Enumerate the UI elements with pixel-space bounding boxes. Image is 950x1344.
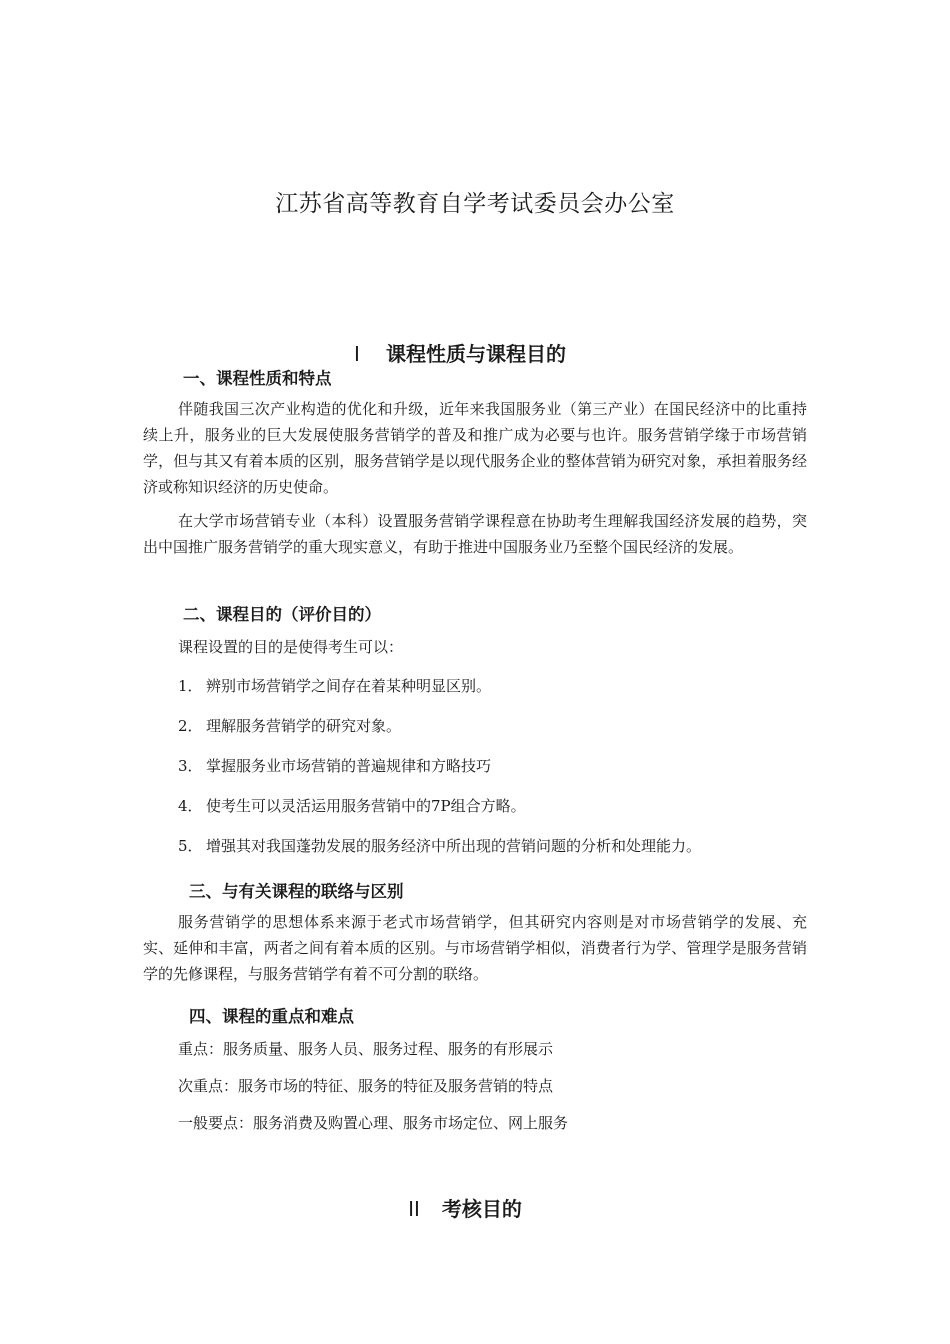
- section-four-heading: 四、课程的重点和难点: [189, 1007, 354, 1026]
- objective-item-2: [178, 716, 401, 736]
- part-one-numeral: I: [354, 342, 360, 366]
- section-two-heading: 二、课程目的（评价目的）: [183, 605, 381, 624]
- objective-text: 掌握服务业市场营销的普遍规律和方略技巧: [206, 757, 492, 775]
- section-three-paragraph: 服务营销学的思想体系来源于老式市场营销学，但其研究内容则是对市场营销学的发展、充实、延伸和丰富，两者之间有着本质的区别。与市场营销学相似，消费者行为学、管理学是服务营销学的先修课程，与服务营销学有着不可分割的联络。: [143, 913, 807, 983]
- key-points-line: 重点：服务质量、服务人员、服务过程、服务的有形展示: [178, 1040, 554, 1058]
- objective-number: 1．: [178, 677, 203, 695]
- objective-text: 理解服务营销学的研究对象。: [206, 717, 402, 735]
- objective-item-1: [178, 676, 491, 696]
- section-one-paragraph-1: 伴随我国三次产业构造的优化和升级，近年来我国服务业（第三产业）在国民经济中的比重持续上升，服务业的巨大发展使服务营销学的普及和推广成为必要与也许。服务营销学缘于市场营销学，但与其又有着本质的区别，服务营销学是以现代服务企业的整体营销为研究对象，承担着服务经济或称知识经济的历史使命。: [143, 400, 807, 496]
- objective-text: 辨别市场营销学之间存在着某种明显区别。: [206, 677, 492, 695]
- part-two-heading: [0, 1193, 950, 1222]
- part-one-heading: [0, 338, 950, 367]
- general-points-line: 一般要点：服务消费及购置心理、服务市场定位、网上服务: [178, 1114, 569, 1132]
- part-one-title: 课程性质与课程目的: [385, 342, 566, 366]
- part-two-numeral: II: [408, 1197, 420, 1221]
- objective-number: 5．: [178, 837, 203, 855]
- part-two-title: 考核目的: [441, 1197, 522, 1221]
- objective-number: 2．: [178, 717, 203, 735]
- objective-item-3: [178, 756, 491, 776]
- objective-item-4: [178, 796, 526, 816]
- section-two-intro: 课程设置的目的是使得考生可以：: [178, 638, 404, 656]
- section-one-paragraph-2: 在大学市场营销专业（本科）设置服务营销学课程意在协助考生理解我国经济发展的趋势，突出中国推广服务营销学的重大现实意义，有助于推进中国服务业乃至整个国民经济的发展。: [143, 512, 807, 556]
- objective-text: 增强其对我国蓬勃发展的服务经济中所出现的营销问题的分析和处理能力。: [206, 837, 702, 855]
- secondary-points-line: 次重点：服务市场的特征、服务的特征及服务营销的特点: [178, 1077, 554, 1095]
- section-one-heading: 一、课程性质和特点: [183, 369, 332, 388]
- objective-text: 使考生可以灵活运用服务营销中的7P组合方略。: [206, 797, 526, 815]
- objective-number: 3．: [178, 757, 203, 775]
- section-three-heading: 三、与有关课程的联络与区别: [189, 882, 404, 901]
- objective-item-5: [178, 836, 701, 856]
- objective-number: 4．: [178, 797, 203, 815]
- office-title: 江苏省高等教育自学考试委员会办公室: [275, 191, 675, 217]
